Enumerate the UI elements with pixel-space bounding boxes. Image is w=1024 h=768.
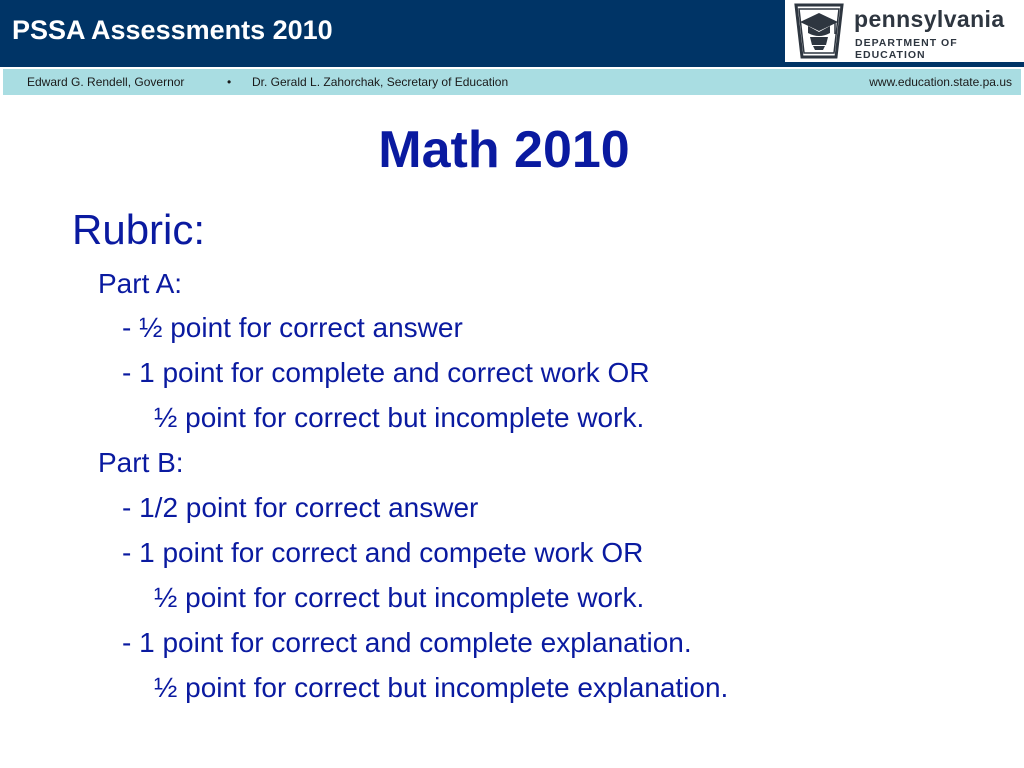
governor-credit: Edward G. Rendell, Governor <box>27 75 185 89</box>
secretary-credit: Dr. Gerald L. Zahorchak, Secretary of Education <box>252 75 509 89</box>
website-link[interactable]: www.education.state.pa.us <box>869 75 1012 89</box>
part-a-line: - 1 point for complete and correct work OR <box>122 357 650 388</box>
part-a-label: Part A: <box>98 268 183 299</box>
logo-subtitle: DEPARTMENT OF EDUCATION <box>855 37 958 61</box>
slide-title: Math 2010 <box>378 121 630 179</box>
rubric-heading: Rubric: <box>72 206 206 253</box>
presentation-title: PSSA Assessments 2010 <box>12 15 333 45</box>
part-b-line: ½ point for correct but incomplete explanation. <box>154 672 729 703</box>
part-b-line: ½ point for correct but incomplete work. <box>154 582 645 613</box>
part-b-label: Part B: <box>98 447 184 478</box>
part-b-line: - 1 point for correct and compete work OR <box>122 537 644 568</box>
part-a-line: - ½ point for correct answer <box>122 312 463 343</box>
part-b-line: - 1 point for correct and complete explanation. <box>122 627 692 658</box>
logo-wordmark: pennsylvania <box>854 6 1005 32</box>
separator-dot: • <box>227 75 232 89</box>
part-a-line: ½ point for correct but incomplete work. <box>154 402 645 433</box>
part-b-line: - 1/2 point for correct answer <box>122 492 479 523</box>
